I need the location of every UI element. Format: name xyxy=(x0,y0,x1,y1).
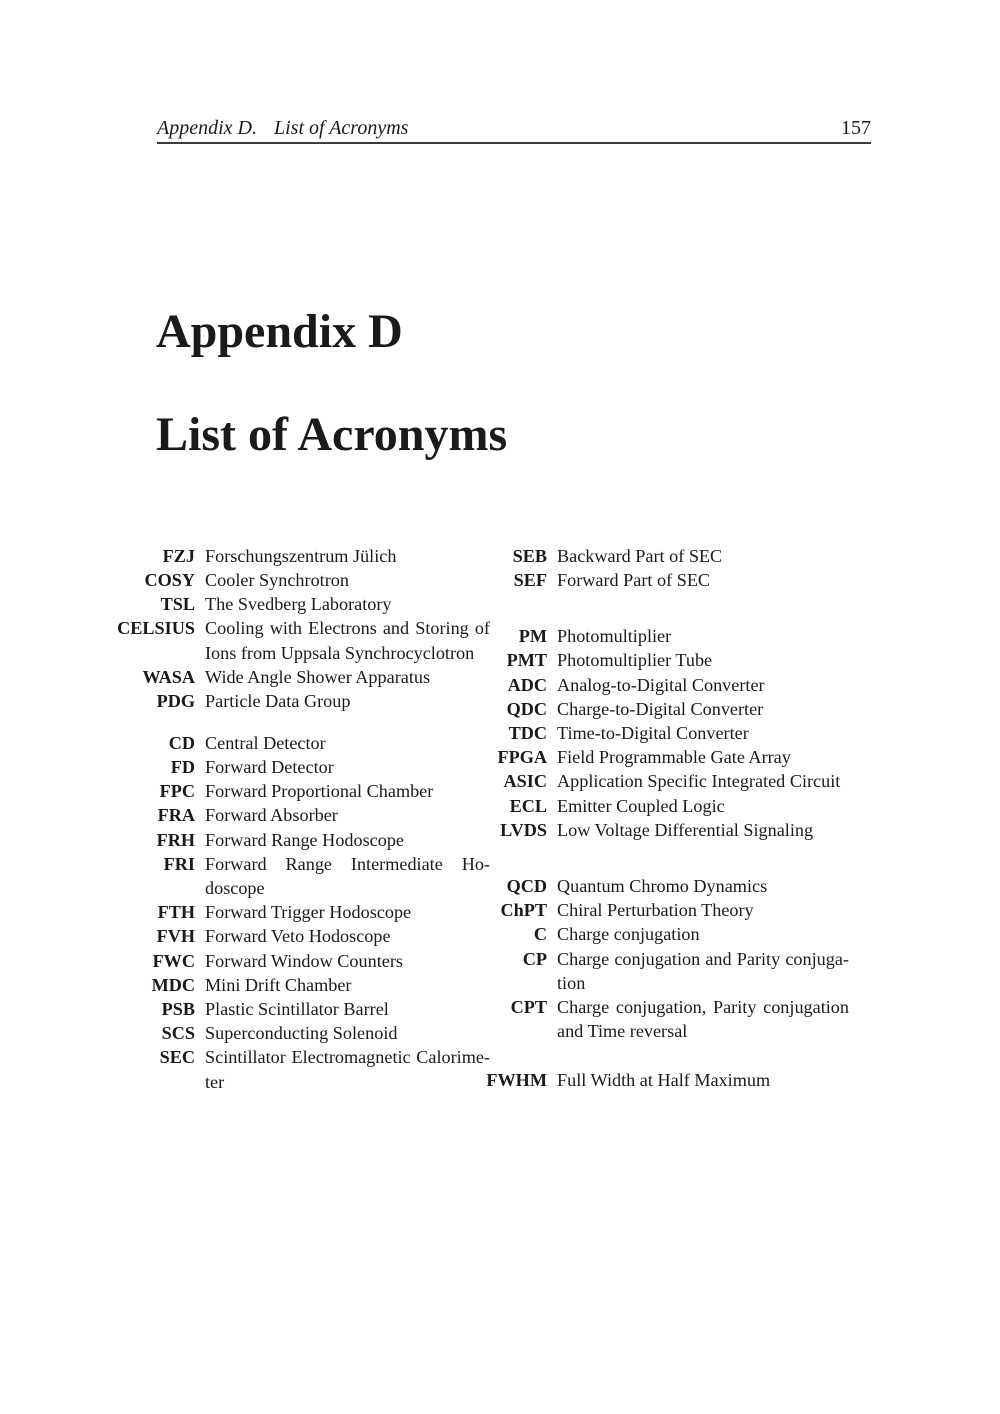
acronym-definition-line: Charge conjugation and Parity conjuga- xyxy=(557,948,849,969)
acronym-abbr: ChPT xyxy=(500,900,547,921)
acronym-definition-line: Cooler Synchrotron xyxy=(205,569,349,590)
acronym-definition-line: Superconducting Solenoid xyxy=(205,1023,398,1044)
acronym-definition-line: Ions from Uppsala Synchrocyclotron xyxy=(205,642,475,663)
acronym-definition-line: Forward Range Hodoscope xyxy=(205,829,405,850)
acronym-entry-fpga xyxy=(479,745,849,769)
acronym-definition xyxy=(557,624,849,648)
acronym-abbr: PSB xyxy=(161,998,195,1019)
acronym-group xyxy=(479,624,849,842)
acronym-definition xyxy=(205,924,490,948)
acronym-definition xyxy=(205,779,490,803)
acronym-definition xyxy=(557,922,849,946)
acronym-entry-fzj xyxy=(105,544,490,568)
acronym-definition xyxy=(205,997,490,1021)
acronym-abbr: ECL xyxy=(509,795,547,816)
acronym-definition xyxy=(557,794,849,818)
acronym-column-right xyxy=(479,544,849,1092)
acronym-definition-line: Backward Part of SEC xyxy=(557,545,723,566)
acronym-abbr: PDG xyxy=(156,690,195,711)
acronym-definition-line: Scintillator Electromagnetic Calorime- xyxy=(205,1047,490,1068)
acronym-definition xyxy=(205,852,490,900)
acronym-definition xyxy=(205,900,490,924)
acronym-abbr: PMT xyxy=(506,650,547,671)
acronym-abbr: WASA xyxy=(142,666,195,687)
acronym-definition-line: Forward Part of SEC xyxy=(557,569,711,590)
acronym-definition-line: Mini Drift Chamber xyxy=(205,974,352,995)
acronym-entry-c xyxy=(479,922,849,946)
acronym-definition-line: Cooling with Electrons and Storing of xyxy=(205,618,490,639)
acronym-definition xyxy=(557,544,849,568)
acronym-abbr: FRA xyxy=(157,805,195,826)
acronym-definition-line: doscope xyxy=(205,877,265,898)
acronym-definition-line: and Time reversal xyxy=(557,1021,688,1042)
acronym-entry-qcd xyxy=(479,874,849,898)
acronym-abbr: ASIC xyxy=(503,771,547,792)
acronym-entry-cosy xyxy=(105,568,490,592)
acronym-abbr: PM xyxy=(518,626,547,647)
acronym-entry-sec xyxy=(105,1045,490,1093)
acronym-definition xyxy=(205,755,490,779)
acronym-definition xyxy=(557,721,849,745)
acronym-definition-line: Emitter Coupled Logic xyxy=(557,795,725,816)
acronym-definition xyxy=(205,592,490,616)
acronym-abbr: FPC xyxy=(159,781,195,802)
acronym-entry-fth xyxy=(105,900,490,924)
acronym-definition xyxy=(557,769,849,793)
acronym-definition-line: Charge conjugation, Parity conjugation xyxy=(557,996,849,1017)
acronym-entry-fvh xyxy=(105,924,490,948)
acronym-definition xyxy=(557,898,849,922)
acronym-definition xyxy=(557,995,849,1043)
acronym-entry-chpt xyxy=(479,898,849,922)
acronym-entry-fwc xyxy=(105,949,490,973)
acronym-definition xyxy=(205,568,490,592)
acronym-definition-line: Charge-to-Digital Converter xyxy=(557,698,764,719)
acronym-definition xyxy=(557,818,849,842)
acronym-definition-line: Forward Detector xyxy=(205,756,334,777)
acronym-definition xyxy=(205,616,490,664)
acronym-definition-line: Forward Absorber xyxy=(205,805,338,826)
acronym-definition-line: Quantum Chromo Dynamics xyxy=(557,875,768,896)
acronym-abbr: SEC xyxy=(159,1047,195,1068)
header-rule xyxy=(157,142,871,144)
acronym-entry-cd xyxy=(105,731,490,755)
acronym-definition xyxy=(205,1021,490,1045)
acronym-entry-asic xyxy=(479,769,849,793)
acronym-definition xyxy=(557,947,849,995)
acronym-definition xyxy=(205,665,490,689)
acronym-definition-line: Application Specific Integrated Circuit xyxy=(557,771,841,792)
acronym-entry-psb xyxy=(105,997,490,1021)
acronym-abbr: MDC xyxy=(151,974,195,995)
acronym-abbr: CD xyxy=(168,732,195,753)
acronym-definition xyxy=(557,568,849,592)
acronym-definition xyxy=(557,648,849,672)
acronym-abbr: C xyxy=(533,924,547,945)
acronym-group xyxy=(479,1068,849,1092)
acronym-definition-line: Plastic Scintillator Barrel xyxy=(205,998,389,1019)
acronym-entry-fri xyxy=(105,852,490,900)
acronym-definition xyxy=(557,745,849,769)
acronym-definition xyxy=(205,949,490,973)
acronym-entry-pdg xyxy=(105,689,490,713)
chapter-heading: Appendix D xyxy=(156,305,403,358)
acronym-definition xyxy=(205,803,490,827)
acronym-abbr: FPGA xyxy=(497,747,547,768)
acronym-entry-pm xyxy=(479,624,849,648)
acronym-abbr: FVH xyxy=(156,926,195,947)
acronym-entry-mdc xyxy=(105,973,490,997)
acronym-definition-line: The Svedberg Laboratory xyxy=(205,594,392,615)
acronym-entry-scs xyxy=(105,1021,490,1045)
acronym-definition-line: Forward Veto Hodoscope xyxy=(205,926,391,947)
acronym-abbr: FWC xyxy=(152,950,195,971)
acronym-entry-cpt xyxy=(479,995,849,1043)
acronym-definition-line: Central Detector xyxy=(205,732,326,753)
acronym-group xyxy=(105,544,490,713)
acronym-abbr: FZJ xyxy=(162,545,195,566)
acronym-definition-line: Analog-to-Digital Converter xyxy=(557,674,765,695)
acronym-abbr: ADC xyxy=(507,674,547,695)
acronym-definition-line: Particle Data Group xyxy=(205,690,351,711)
acronym-definition-line: Charge conjugation xyxy=(557,924,700,945)
acronym-definition xyxy=(557,697,849,721)
acronym-entry-frh xyxy=(105,828,490,852)
acronym-definition xyxy=(205,689,490,713)
acronym-definition xyxy=(557,673,849,697)
acronym-abbr: CELSIUS xyxy=(117,618,195,639)
acronym-definition-line: Photomultiplier Tube xyxy=(557,650,713,671)
running-header-title: List of Acronyms xyxy=(273,117,409,139)
running-header xyxy=(157,118,871,138)
acronym-entry-sef xyxy=(479,568,849,592)
acronym-definition-line: Wide Angle Shower Apparatus xyxy=(205,666,431,687)
acronym-entry-fpc xyxy=(105,779,490,803)
acronym-entry-fra xyxy=(105,803,490,827)
acronym-definition-line: tion xyxy=(557,972,586,993)
acronym-abbr: COSY xyxy=(144,569,195,590)
acronym-entry-adc xyxy=(479,673,849,697)
acronym-definition-line: Forward Proportional Chamber xyxy=(205,781,434,802)
acronym-abbr: QDC xyxy=(506,698,547,719)
acronym-definition-line: Chiral Perturbation Theory xyxy=(557,900,754,921)
acronym-definition-line: Forschungszentrum Jülich xyxy=(205,545,397,566)
acronym-entry-tsl xyxy=(105,592,490,616)
acronym-entry-ecl xyxy=(479,794,849,818)
acronym-abbr: FD xyxy=(170,756,195,777)
acronym-definition-line: Forward Window Counters xyxy=(205,950,403,971)
acronym-entry-tdc xyxy=(479,721,849,745)
acronym-column-left xyxy=(105,544,490,1094)
acronym-entry-fwhm xyxy=(479,1068,849,1092)
acronym-abbr: SEB xyxy=(512,545,547,566)
acronym-definition-line: Full Width at Half Maximum xyxy=(557,1069,771,1090)
acronym-definition xyxy=(205,1045,490,1093)
acronym-entry-seb xyxy=(479,544,849,568)
acronym-definition-line: Forward Range Intermediate Ho- xyxy=(205,853,490,874)
acronym-abbr: CP xyxy=(522,948,547,969)
acronym-abbr: FRH xyxy=(156,829,195,850)
acronym-definition-line: Field Programmable Gate Array xyxy=(557,747,791,768)
running-header-section: Appendix D. xyxy=(157,117,257,139)
acronym-definition xyxy=(557,1068,849,1092)
acronym-abbr: TDC xyxy=(508,722,547,743)
list-heading: List of Acronyms xyxy=(156,408,508,461)
acronym-abbr: SEF xyxy=(513,569,547,590)
acronym-entry-celsius xyxy=(105,616,490,664)
acronym-definition xyxy=(205,731,490,755)
acronym-abbr: FTH xyxy=(157,902,195,923)
acronym-entry-fd xyxy=(105,755,490,779)
acronym-abbr: CPT xyxy=(510,996,547,1017)
acronym-definition-line: Low Voltage Differential Signaling xyxy=(557,819,814,840)
acronym-abbr: QCD xyxy=(506,875,547,896)
acronym-definition xyxy=(205,544,490,568)
acronym-entry-lvds xyxy=(479,818,849,842)
acronym-entry-cp xyxy=(479,947,849,995)
acronym-group xyxy=(479,544,849,592)
acronym-definition xyxy=(557,874,849,898)
acronym-definition xyxy=(205,973,490,997)
acronym-definition-line: ter xyxy=(205,1071,225,1092)
acronym-entry-pmt xyxy=(479,648,849,672)
acronym-definition-line: Photomultiplier xyxy=(557,626,672,647)
acronym-abbr: LVDS xyxy=(500,819,547,840)
acronym-entry-qdc xyxy=(479,697,849,721)
acronym-definition-line: Forward Trigger Hodoscope xyxy=(205,902,412,923)
acronym-group xyxy=(479,874,849,1043)
acronym-abbr: SCS xyxy=(161,1023,195,1044)
page-number: 157 xyxy=(841,117,871,139)
acronym-abbr: FWHM xyxy=(486,1069,547,1090)
acronym-definition xyxy=(205,828,490,852)
acronym-abbr: TSL xyxy=(160,594,195,615)
acronym-definition-line: Time-to-Digital Converter xyxy=(557,722,749,743)
acronym-entry-wasa xyxy=(105,665,490,689)
acronym-group xyxy=(105,731,490,1094)
acronym-abbr: FRI xyxy=(163,853,195,874)
